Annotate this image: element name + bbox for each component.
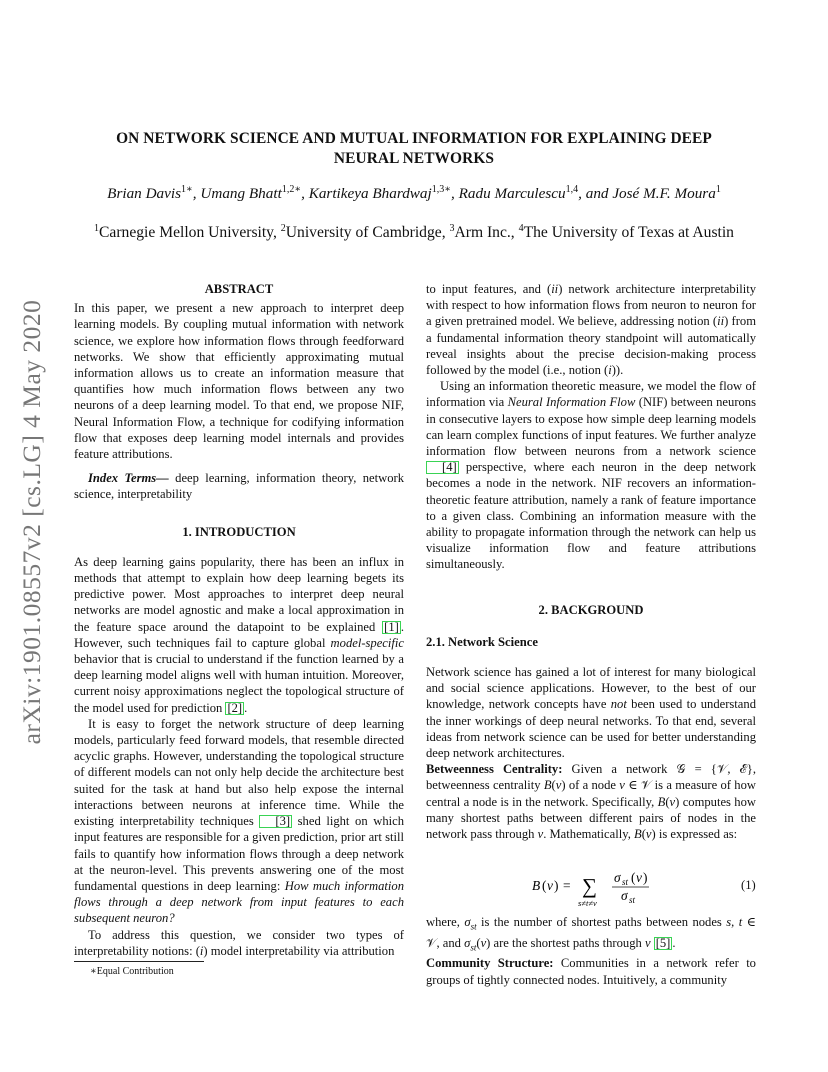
- eq-denominator-sub: st: [629, 895, 636, 905]
- author-name: Umang Bhatt: [200, 185, 282, 202]
- footnote: ∗Equal Contribution: [90, 966, 174, 977]
- text-run: σ: [464, 935, 471, 950]
- affiliation-name: The University of Texas at Austin: [523, 224, 734, 241]
- intro-heading: 1. INTRODUCTION: [182, 524, 296, 539]
- author-name: Kartikeya Bhardwaj: [308, 185, 432, 202]
- text-run: ) of a node: [561, 778, 620, 793]
- eq-sum-index: s≠t≠v: [578, 898, 597, 908]
- text-run: is the number of shortest paths between nodes: [476, 915, 727, 929]
- text-run: v: [480, 935, 487, 950]
- author-name: José M.F. Moura: [612, 185, 716, 202]
- affiliation-sup: 2: [280, 222, 286, 234]
- text-run: not: [610, 697, 627, 712]
- text-run: (: [476, 935, 481, 950]
- eq-paren: (: [542, 878, 547, 893]
- eq-numerator-var: v: [636, 870, 642, 885]
- title-line-2: NEURAL NETWORKS: [333, 150, 495, 167]
- eq-numerator-arg: (: [631, 870, 636, 885]
- right-column-continued: [426, 914, 756, 988]
- right-paragraph-6: [426, 955, 756, 987]
- citation-link[interactable]: [1]: [384, 619, 399, 634]
- text-run: .: [672, 935, 676, 950]
- background-heading: 2. BACKGROUND: [538, 602, 644, 617]
- affiliation-name: University of Cambridge: [285, 224, 442, 241]
- text-run: v: [537, 827, 544, 842]
- eq-lhs: B: [532, 878, 541, 893]
- text-run: )).: [611, 363, 624, 378]
- text-run: .: [244, 700, 248, 715]
- citation-link[interactable]: [2]: [227, 700, 243, 715]
- right-column: [426, 281, 756, 842]
- author-sup: 1∗: [181, 183, 193, 195]
- text-run: i: [199, 943, 204, 958]
- intro-paragraph-2: [74, 716, 404, 927]
- text-run: Network science has gained a lot of interest for many biological and social science applications. However, to the best of our knowledge, network concepts have: [426, 665, 756, 712]
- text-run: ) network architecture interpretability with respect to how information flows from neuron to neuron for a given pretrained model. We believe, addressing notion (: [426, 282, 756, 329]
- eq-numerator-arg: ): [643, 870, 648, 885]
- text-run: ∈ 𝒱 is a measure of how central a node is in the network. Specifically,: [426, 778, 756, 809]
- arxiv-identifier: arXiv:1901.08557v2 [cs.LG] 4 May 2020: [17, 299, 46, 745]
- abstract-text: In this paper, we present a new approach to interpret deep learning models. By coupling mutual information with network science, we explore how information flows through feedforward networks. We show that efficiently approximating mutual information allows us to create an information measure that quantifies how much information flows between any two neurons of a deep learning model. To that end, we propose NIF, Neural Information Flow, a technique for codifying information flow that exposes deep learning model internals and provides feature attributions.: [74, 301, 404, 462]
- text-run: i: [608, 363, 612, 378]
- text-run: Using an information theoretic measure, we model the flow of information via: [426, 379, 756, 410]
- index-terms-text: deep learning, information theory, network science, interpretability: [74, 471, 405, 502]
- text-run: where,: [426, 915, 465, 929]
- text-run: v: [669, 794, 676, 809]
- text-run: ) model interpretability via attribution: [203, 943, 395, 958]
- title-line-1: ON NETWORK SCIENCE AND MUTUAL INFORMATION FOR EXPLAINING DEEP: [116, 130, 712, 147]
- citation-link[interactable]: [3]: [259, 815, 292, 828]
- author-sup: 1,4: [565, 183, 579, 195]
- text-run: been used to understand the inner workings of deep neural networks. To that end, several ideas from network science can be used for better understanding deep network architectures.: [426, 697, 756, 761]
- text-run: ∈ 𝒱, and: [426, 915, 756, 950]
- text-run: (: [551, 778, 556, 793]
- intro-paragraph-3: [74, 927, 404, 959]
- arxiv-sidebar: [10, 285, 54, 760]
- text-run: How much information flows through a deep network from input features to each subsequent neuron?: [74, 878, 405, 926]
- intro-paragraph-1: [74, 554, 404, 716]
- footnote-rule: [74, 961, 204, 962]
- eq-equals: =: [563, 878, 571, 893]
- right-paragraph-1: [426, 281, 756, 378]
- affiliation-name: Arm Inc.: [454, 224, 511, 241]
- text-run: . Mathematically,: [543, 827, 634, 842]
- affiliation-sup: 4: [518, 222, 524, 234]
- text-run: ) computes how many shortest paths between different pairs of nodes in the network pass through: [426, 794, 756, 842]
- author-sup: 1,2∗: [281, 183, 302, 195]
- right-paragraph-5: [426, 914, 756, 955]
- text-run: ) from a fundamental information theory standpoint will automatically reveal insights about the precise decision-making process followed by the model (i.e., notion (: [426, 314, 756, 378]
- text-run: Communities in a network refer to groups of tightly connected nodes. Intuitively, a community: [426, 956, 756, 987]
- eq-numerator-sub: st: [622, 877, 629, 887]
- text-run: st: [470, 921, 477, 932]
- text-run: v: [619, 778, 625, 793]
- text-run: v: [644, 935, 651, 950]
- text-run: Given a network 𝒢 = {𝒱, ℰ}, betweenness centrality: [426, 762, 756, 793]
- text-run: ) are the shortest paths through: [486, 935, 645, 950]
- text-run: (NIF) between neurons in consecutive layers to expose how simple deep learning models can learn complex functions of input features. We further analyze information flow between neurons from a network science: [426, 395, 757, 459]
- eq-paren: ): [554, 878, 559, 893]
- text-run: It is easy to forget the network structure of deep learning models, particularly feed forward models, that resemble directed acyclic graphs. However, understanding the topological structure of different models can not only help decide the architecture best suited for the task at hand but also help expose the internal interactions between neurons at inference time. While the existing interpretability techniques: [74, 716, 404, 829]
- paper-title: [80, 129, 748, 169]
- equation-1: [532, 868, 762, 908]
- eq-sum-symbol: ∑: [582, 874, 597, 898]
- text-run: v: [555, 778, 562, 793]
- text-run: ii: [717, 314, 725, 329]
- author-sup: 1,3∗: [431, 183, 452, 195]
- text-run: s, t: [726, 915, 743, 929]
- affiliation-list: $^1$Carnegie Mellon University, $^2$University of Cambridge, $^3$Arm Inc., $^4$The University of Texas at Austin: [94, 222, 734, 241]
- author-name: Radu Marculescu: [458, 185, 566, 202]
- text-run: B: [634, 827, 642, 842]
- equation-number: (1): [741, 878, 756, 892]
- text-run: shed light on which input features are responsible for a given prediction, prior art still fails to quantify how information flows through a deep network at the neuron-level. This prevents answering one of the most fundamental questions in deep learning:: [74, 814, 404, 893]
- author-name: Brian Davis: [107, 185, 181, 202]
- text-run: ) is expressed as:: [651, 827, 738, 842]
- author-sup: 1: [715, 183, 721, 195]
- right-paragraph-2: [426, 378, 756, 572]
- affiliation-name: Carnegie Mellon University: [99, 224, 273, 241]
- text-run: (: [641, 827, 646, 842]
- text-run: (: [665, 794, 670, 809]
- index-terms-label: Index Terms—: [88, 471, 169, 486]
- text-run: As deep learning gains popularity, there has been an influx in methods that attempt to explain how deep learning begets its predictive power. Most approaches to interpret deep neural networks are model agnostic and make a local approximation in the feature space around the datapoint to be explained: [74, 554, 404, 634]
- index-terms: [74, 470, 404, 502]
- right-paragraph-4: [426, 761, 756, 842]
- citation-link[interactable]: [5]: [655, 935, 671, 950]
- citation-link[interactable]: [4]: [426, 461, 459, 474]
- author-list: Brian Davis$^{1∗}$, Umang Bhatt$^{1,2∗}$, Kartikeya Bhardwaj$^{1,3∗}$, Radu Marculescu$^{1,4}$, and José M.F. Moura$^1$: [107, 183, 721, 202]
- text-run: ii: [551, 282, 559, 296]
- text-run: To address this question, we consider two types of interpretability notions: (: [74, 927, 404, 958]
- abstract-heading: ABSTRACT: [204, 282, 274, 296]
- text-run: . However, such techniques fail to capture global: [74, 619, 404, 650]
- right-paragraph-3: [426, 664, 756, 761]
- run-in-heading: Community Structure:: [426, 956, 554, 971]
- text-run: perspective, where each neuron in the deep network becomes a node in the network. NIF recovers an information-theoretic feature attribution, namely a rank of feature importance to a given class. Combining an information measure with the ability to propagate information through the network can help us visualize information flow and feature attributions simultaneously.: [426, 460, 756, 572]
- eq-numerator: σ: [614, 870, 621, 885]
- run-in-heading: Betweenness Centrality:: [426, 762, 563, 777]
- text-run: model-specific: [330, 635, 404, 650]
- affiliation-sup: 3: [449, 222, 455, 234]
- text-run: behavior that is crucial to understand if the function learned by a deep learning model aligns well with human intuition. Moreover, current noisy approximations neglect the topological structure of the model used for prediction: [74, 652, 404, 715]
- text-run: v: [645, 827, 652, 842]
- left-column: [74, 281, 404, 959]
- eq-var: v: [547, 878, 553, 893]
- text-run: B: [657, 794, 666, 809]
- text-run: Neural Information Flow: [507, 395, 636, 410]
- text-run: st: [470, 942, 477, 953]
- text-run: B: [543, 778, 552, 793]
- eq-denominator: σ: [621, 888, 628, 903]
- subsection-heading: 2.1. Network Science: [426, 634, 538, 649]
- text-run: to input features, and (: [426, 282, 552, 296]
- text-run: σ: [464, 915, 471, 929]
- affiliation-sup: 1: [94, 222, 100, 234]
